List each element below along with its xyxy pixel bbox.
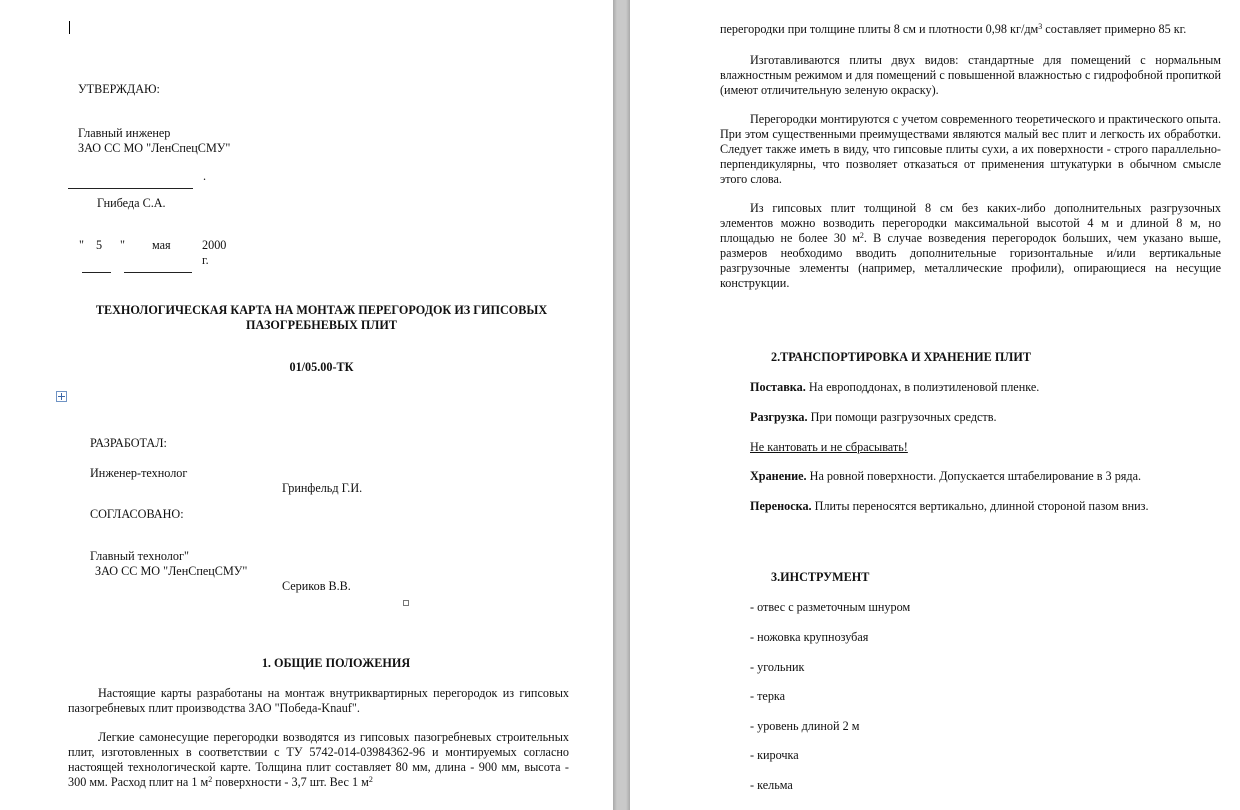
tool-list-item: - ножовка крупнозубая [750, 630, 869, 644]
continuation-text: перегородки при толщине плиты 8 см и плотности 0,98 кг/дм [720, 22, 1039, 36]
carry-line [750, 499, 1149, 514]
section-3-title: 3.ИНСТРУМЕНТ [771, 570, 870, 584]
section-1-title: 1. ОБЩИЕ ПОЛОЖЕНИЯ [261, 656, 411, 670]
text-cursor [69, 21, 70, 34]
storage-label: Хранение. [750, 469, 807, 483]
date-suffix: г. [202, 253, 209, 267]
paragraph-max-height-text: Из гипсовых плит толщиной 8 см без каких-либо дополнительных разгрузочных элементов можно возводить перегородки максимальной высотой 4 м и длиной 8 м, но площадью не более 30 м [720, 201, 1221, 245]
date-day-line [82, 272, 111, 273]
unload-text: При помощи разгрузочных средств. [807, 410, 997, 424]
section-2-title: 2.ТРАНСПОРТИРОВКА И ХРАНЕНИЕ ПЛИТ [771, 350, 1031, 364]
continuation-sup: 3 [1038, 22, 1043, 31]
date-quote-close: " [120, 238, 125, 252]
section-1-paragraph-2 [68, 730, 569, 790]
date-month-line [124, 272, 192, 273]
company-name-2: ЗАО СС МО "ЛенСпецСМУ" [95, 564, 248, 578]
document-code: 01/05.00-ТК [289, 360, 354, 374]
date-day: 5 [96, 238, 103, 252]
company-name: ЗАО СС МО "ЛенСпецСМУ" [78, 141, 231, 155]
signature-dot: . [203, 169, 207, 183]
table-move-handle-icon[interactable] [56, 391, 67, 402]
paragraph-plate-types: Изготавливаются плиты двух видов: стандартные для помещений с нормальным влажностным режимом и для помещений с повышенной влажностью с гидрофобной пропиткой (имеют отличительную зеленую окраску). [720, 53, 1221, 97]
table-resize-handle-icon[interactable] [403, 600, 409, 606]
paragraph-max-height-text-2: . В случае возведения перегородок больших, чем указано выше, размеров необходимо вводить дополнительные горизонтальные и/или вертикальные разгрузочные элементы (например, металлические профили), опирающиеся на несущие конструкции. [720, 231, 1221, 290]
paragraph-max-height [720, 201, 1221, 291]
storage-text: На ровной поверхности. Допускается штабелирование в 3 ряда. [806, 469, 1142, 483]
paragraph-max-height-sup: 2 [859, 231, 864, 240]
carry-label: Переноска. [750, 499, 812, 513]
tool-list-item: - уровень длиной 2 м [750, 719, 860, 733]
handling-warning: Не кантовать и не сбрасывать! [750, 440, 908, 454]
document-title-line1: ТЕХНОЛОГИЧЕСКАЯ КАРТА НА МОНТАЖ ПЕРЕГОРОДОК ИЗ ГИПСОВЫХ [95, 303, 548, 317]
signature-line [68, 188, 193, 189]
agreed-label: СОГЛАСОВАНО: [90, 507, 184, 521]
section-1-paragraph-2-text-2: поверхности - 3,7 шт. Вес 1 м [212, 775, 369, 789]
document-title-line2: ПАЗОГРЕБНЕВЫХ ПЛИТ [246, 318, 397, 332]
delivery-label: Поставка. [750, 380, 806, 394]
agreed-name: Сериков В.В. [282, 579, 351, 593]
approver-name: Гнибеда С.А. [97, 196, 166, 210]
carry-text: Плиты переносятся вертикально, длинной стороной пазом вниз. [811, 499, 1149, 513]
tool-list-item: - отвес с разметочным шнуром [750, 600, 911, 614]
engineer-tech-title: Инженер-технолог [90, 466, 188, 480]
paragraph-mounting: Перегородки монтируются с учетом современного теоретического и практического опыта. При этом существенными преимуществами являются малый вес плит и легкость их обработки. Следует также иметь в виду, что гипсовые плиты сухи, а их поверхности - строго параллельно-перпендикулярны, что позволяет отказаться от применения штукатурки в обычном смысле этого слова. [720, 112, 1221, 186]
continuation-line [720, 22, 1186, 37]
chief-tech-title: Главный технолог" [90, 549, 189, 563]
tool-list-item: - терка [750, 689, 786, 703]
section-1-paragraph-2-sup: 2 [208, 775, 213, 784]
tool-list-item: - кирочка [750, 748, 799, 762]
page-separator [613, 0, 630, 810]
section-1-paragraph-2-sup-2: 2 [368, 775, 373, 784]
date-year: 2000 [202, 238, 227, 252]
section-1-paragraph-2-text: Легкие самонесущие перегородки возводятся из гипсовых пазогребневых строительных плит, изготовленных в соответствии с ТУ 5742-014-03984362-96 и монтируемых согласно настоящей технологической карте. Толщина плит составляет 80 мм, длина - 900 мм, высота - 300 мм. Расход плит на 1 м [68, 730, 569, 789]
tool-list-item: - угольник [750, 660, 805, 674]
unload-label: Разгрузка. [750, 410, 808, 424]
section-1-paragraph-1: Настоящие карты разработаны на монтаж внутриквартирных перегородок из гипсовых пазогребневых плит производства ЗАО "Победа-Knauf". [68, 686, 569, 715]
unload-line [750, 410, 997, 425]
delivery-line [750, 380, 1039, 395]
delivery-text: На европоддонах, в полиэтиленовой пленке. [805, 380, 1040, 394]
date-month: мая [152, 238, 171, 252]
continuation-text-2: составляет примерно 85 кг. [1042, 22, 1187, 36]
date-quote-open: " [79, 238, 84, 252]
storage-line [750, 469, 1141, 484]
document-page-1[interactable] [0, 0, 613, 810]
developed-label: РАЗРАБОТАЛ: [90, 436, 167, 450]
chief-engineer-title: Главный инженер [78, 126, 171, 140]
tool-list-item: - кельма [750, 778, 793, 792]
developer-name: Гринфельд Г.И. [282, 481, 363, 495]
document-page-2[interactable] [630, 0, 1240, 810]
approve-label: УТВЕРЖДАЮ: [78, 82, 160, 96]
